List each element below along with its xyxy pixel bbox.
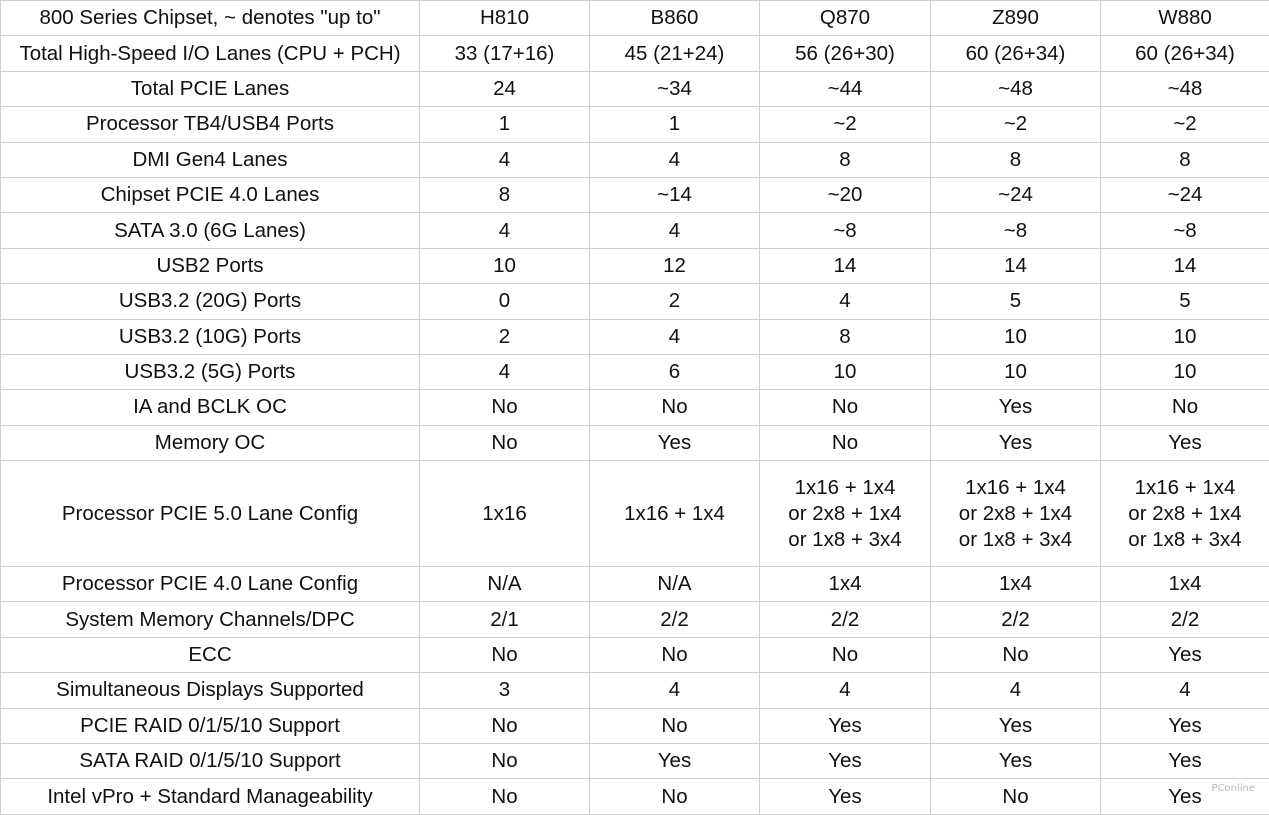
- table-cell: 4: [760, 284, 931, 319]
- table-cell: 2/2: [760, 602, 931, 637]
- row-label: Processor TB4/USB4 Ports: [1, 107, 420, 142]
- table-cell: 45 (21+24): [590, 36, 760, 71]
- table-cell: 14: [760, 248, 931, 283]
- table-cell: 8: [931, 142, 1101, 177]
- table-row: [1, 390, 1269, 425]
- table-cell: ~8: [931, 213, 1101, 248]
- table-cell: Yes: [1101, 637, 1269, 672]
- row-label: IA and BCLK OC: [1, 390, 420, 425]
- table-cell: No: [590, 708, 760, 743]
- table-cell: 1: [420, 107, 590, 142]
- table-cell: 10: [931, 319, 1101, 354]
- table-cell: ~24: [1101, 177, 1269, 212]
- table-cell: 4: [590, 142, 760, 177]
- table-cell: 2: [590, 284, 760, 319]
- header-cell-q870: Q870: [760, 1, 931, 36]
- table-cell: No: [760, 390, 931, 425]
- table-cell: 8: [1101, 142, 1269, 177]
- table-cell: ~8: [760, 213, 931, 248]
- table-cell: 5: [931, 284, 1101, 319]
- table-row: [1, 177, 1269, 212]
- table-cell: 1x16 + 1x4 or 2x8 + 1x4 or 1x8 + 3x4: [931, 461, 1101, 567]
- table-cell: No: [931, 779, 1101, 814]
- table-cell: No: [590, 390, 760, 425]
- table-row: [1, 602, 1269, 637]
- table-cell: Yes: [1101, 744, 1269, 779]
- table-cell: No: [420, 708, 590, 743]
- table-cell: 1x16 + 1x4: [590, 461, 760, 567]
- row-label: System Memory Channels/DPC: [1, 602, 420, 637]
- row-label: Chipset PCIE 4.0 Lanes: [1, 177, 420, 212]
- table-cell: Yes: [1101, 708, 1269, 743]
- row-label: Total High-Speed I/O Lanes (CPU + PCH): [1, 36, 420, 71]
- table-row: [1, 142, 1269, 177]
- table-cell: 1x4: [760, 567, 931, 602]
- table-cell: No: [760, 425, 931, 460]
- table-cell: 60 (26+34): [931, 36, 1101, 71]
- table-cell: 14: [931, 248, 1101, 283]
- table-cell: No: [420, 637, 590, 672]
- row-label: Memory OC: [1, 425, 420, 460]
- row-label: USB3.2 (10G) Ports: [1, 319, 420, 354]
- table-cell: ~2: [1101, 107, 1269, 142]
- header-row: [1, 1, 1269, 36]
- table-cell: 2: [420, 319, 590, 354]
- header-cell-w880: W880: [1101, 1, 1269, 36]
- row-label: PCIE RAID 0/1/5/10 Support: [1, 708, 420, 743]
- table-cell: 10: [1101, 319, 1269, 354]
- row-label: ECC: [1, 637, 420, 672]
- table-cell: ~48: [931, 71, 1101, 106]
- row-label: USB2 Ports: [1, 248, 420, 283]
- table-cell: ~14: [590, 177, 760, 212]
- row-label: Simultaneous Displays Supported: [1, 673, 420, 708]
- table-cell: 5: [1101, 284, 1269, 319]
- table-cell: 4: [590, 213, 760, 248]
- table-cell: No: [931, 637, 1101, 672]
- table-row: [1, 779, 1269, 814]
- table-cell: 2/2: [1101, 602, 1269, 637]
- table-cell: 33 (17+16): [420, 36, 590, 71]
- table-cell: 1x16 + 1x4 or 2x8 + 1x4 or 1x8 + 3x4: [1101, 461, 1269, 567]
- table-cell: No: [420, 390, 590, 425]
- table-cell: 60 (26+34): [1101, 36, 1269, 71]
- table-cell: No: [590, 779, 760, 814]
- table-cell: 8: [760, 142, 931, 177]
- table-cell: 8: [420, 177, 590, 212]
- table-cell: 2/2: [590, 602, 760, 637]
- row-label: USB3.2 (5G) Ports: [1, 354, 420, 389]
- table-row: [1, 71, 1269, 106]
- header-cell-b860: B860: [590, 1, 760, 36]
- watermark-text: PConline: [1211, 783, 1255, 794]
- header-cell-feature: 800 Series Chipset, ~ denotes "up to": [1, 1, 420, 36]
- table-cell: No: [1101, 390, 1269, 425]
- row-label: DMI Gen4 Lanes: [1, 142, 420, 177]
- table-cell: 1: [590, 107, 760, 142]
- table-cell: 4: [760, 673, 931, 708]
- header-cell-z890: Z890: [931, 1, 1101, 36]
- table-cell: Yes: [590, 425, 760, 460]
- row-label: SATA RAID 0/1/5/10 Support: [1, 744, 420, 779]
- table-cell: 8: [760, 319, 931, 354]
- table-cell: 4: [931, 673, 1101, 708]
- table-row: [1, 461, 1269, 567]
- table-cell: 6: [590, 354, 760, 389]
- table-cell: 10: [760, 354, 931, 389]
- table-cell: Yes: [931, 390, 1101, 425]
- table-cell: No: [760, 637, 931, 672]
- table-cell: 1x16: [420, 461, 590, 567]
- table-cell: Yes: [1101, 425, 1269, 460]
- table-cell: 2/2: [931, 602, 1101, 637]
- row-label: SATA 3.0 (6G Lanes): [1, 213, 420, 248]
- row-label: USB3.2 (20G) Ports: [1, 284, 420, 319]
- table-cell: 0: [420, 284, 590, 319]
- table-cell: 24: [420, 71, 590, 106]
- table-cell: 10: [931, 354, 1101, 389]
- table-cell: 12: [590, 248, 760, 283]
- table-row: [1, 36, 1269, 71]
- table-row: [1, 425, 1269, 460]
- table-cell: ~34: [590, 71, 760, 106]
- table-cell: ~8: [1101, 213, 1269, 248]
- table-cell: 4: [590, 319, 760, 354]
- table-cell: ~2: [760, 107, 931, 142]
- table-row: [1, 319, 1269, 354]
- table-cell: 2/1: [420, 602, 590, 637]
- table-cell: 1x4: [931, 567, 1101, 602]
- table-cell: 1x16 + 1x4 or 2x8 + 1x4 or 1x8 + 3x4: [760, 461, 931, 567]
- table-cell: ~20: [760, 177, 931, 212]
- table-cell: 3: [420, 673, 590, 708]
- table-row: [1, 107, 1269, 142]
- table-cell: Yes: [760, 744, 931, 779]
- table-cell: Yes: [1101, 779, 1269, 814]
- table-cell: 1x4: [1101, 567, 1269, 602]
- table-cell: No: [420, 425, 590, 460]
- table-row: [1, 284, 1269, 319]
- table-cell: Yes: [931, 708, 1101, 743]
- table-cell: 4: [1101, 673, 1269, 708]
- table-cell: 4: [420, 213, 590, 248]
- table-cell: N/A: [420, 567, 590, 602]
- table-cell: ~44: [760, 71, 931, 106]
- table-row: [1, 354, 1269, 389]
- row-label: Processor PCIE 5.0 Lane Config: [1, 461, 420, 567]
- table-cell: No: [590, 637, 760, 672]
- table-cell: 10: [1101, 354, 1269, 389]
- table-cell: ~2: [931, 107, 1101, 142]
- table-cell: 14: [1101, 248, 1269, 283]
- header-cell-h810: H810: [420, 1, 590, 36]
- table-row: [1, 744, 1269, 779]
- table-row: [1, 567, 1269, 602]
- table-cell: Yes: [931, 425, 1101, 460]
- row-label: Total PCIE Lanes: [1, 71, 420, 106]
- table-cell: No: [420, 744, 590, 779]
- table-cell: 4: [420, 354, 590, 389]
- table-row: [1, 248, 1269, 283]
- table-row: [1, 708, 1269, 743]
- table-row: [1, 213, 1269, 248]
- table-cell: 10: [420, 248, 590, 283]
- table-row: [1, 673, 1269, 708]
- table-cell: ~48: [1101, 71, 1269, 106]
- table-cell: N/A: [590, 567, 760, 602]
- table-row: [1, 637, 1269, 672]
- table-cell: Yes: [760, 708, 931, 743]
- table-cell: 4: [420, 142, 590, 177]
- row-label: Processor PCIE 4.0 Lane Config: [1, 567, 420, 602]
- table-cell: 4: [590, 673, 760, 708]
- table-cell: 56 (26+30): [760, 36, 931, 71]
- table-cell: No: [420, 779, 590, 814]
- row-label: Intel vPro + Standard Manageability: [1, 779, 420, 814]
- table-cell: Yes: [590, 744, 760, 779]
- table-cell: ~24: [931, 177, 1101, 212]
- table-cell: Yes: [760, 779, 931, 814]
- table-cell: Yes: [931, 744, 1101, 779]
